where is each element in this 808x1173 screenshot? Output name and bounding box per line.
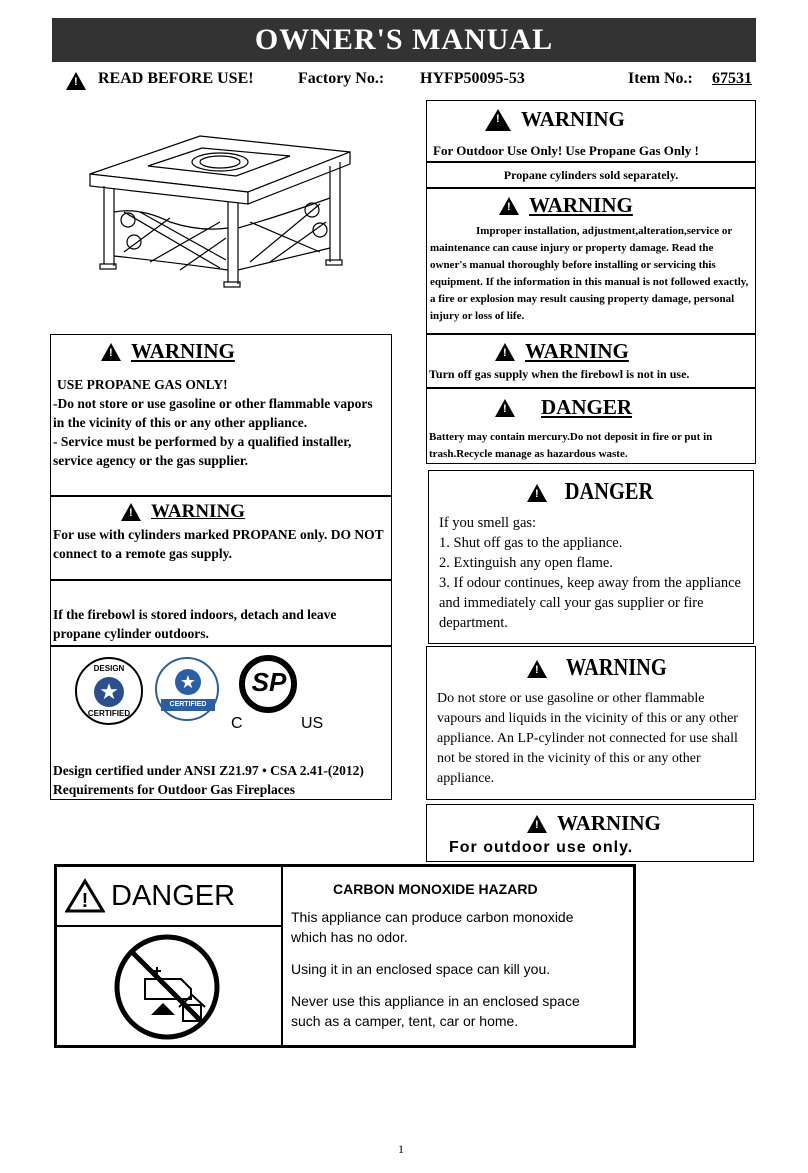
warning-icon <box>527 660 547 678</box>
item-value: 67531 <box>712 70 752 87</box>
header-line <box>62 70 758 94</box>
warning-heading: WARNING <box>525 339 629 363</box>
co-line: Using it in an enclosed space can kill you. <box>291 961 551 977</box>
warning-icon <box>66 72 86 90</box>
warning-heading: WARNING <box>521 107 625 131</box>
warning-line: - Service must be performed by a qualified installer, service agency or the gas supplier. <box>53 434 352 468</box>
title-bar <box>52 18 756 62</box>
warning-icon <box>499 197 519 215</box>
warning-heading: WARNING <box>151 501 245 522</box>
danger-box-battery <box>426 388 756 464</box>
danger-line: If you smell gas: <box>439 515 537 531</box>
danger-line: 2. Extinguish any open flame. <box>439 555 613 571</box>
item-label: Item No.: <box>628 70 693 87</box>
danger-heading: DANGER <box>541 395 633 419</box>
co-danger-header <box>57 867 283 927</box>
storage-note-box <box>50 580 392 646</box>
warning-heading: WARNING <box>565 655 667 681</box>
certified-logo: ★ CERTIFIED <box>155 657 219 721</box>
warning-text: For use with cylinders marked PROPANE only. DO NOT connect to a remote gas supply. <box>53 527 384 561</box>
read-before-text: READ BEFORE USE! <box>98 70 254 87</box>
certification-text: Design certified under ANSI Z21.97 • CSA 2.41-(2012) Requirements for Outdoor Gas Fireplaces <box>53 763 364 797</box>
warning-text: For outdoor use only. <box>449 839 634 856</box>
warning-heading: WARNING <box>557 811 661 835</box>
storage-note: If the firebowl is stored indoors, detach and leave propane cylinder outdoors. <box>53 607 337 641</box>
warning-box-installation <box>426 188 756 334</box>
warning-box-turn-off <box>426 334 756 388</box>
carbon-monoxide-panel <box>54 864 636 1048</box>
warning-line: -Do not store or use gasoline or other flammable vapors in the vicinity of this or any other appliance. <box>53 396 373 430</box>
warning-text: For Outdoor Use Only! Use Propane Gas Only ! <box>433 143 699 158</box>
factory-value: HYFP50095-53 <box>420 70 525 87</box>
warning-icon <box>121 503 141 521</box>
warning-heading: WARNING <box>131 339 235 363</box>
page-number: 1 <box>398 1142 404 1156</box>
danger-line: 3. If odour continues, keep away from the appliance and immediately call your gas supplier or fire department. <box>439 575 741 631</box>
warning-heading: WARNING <box>529 193 633 217</box>
co-line: This appliance can produce carbon monoxide which has no odor. <box>291 909 574 945</box>
star-icon: ★ <box>94 677 124 707</box>
warning-icon <box>495 399 515 417</box>
warning-icon <box>527 815 547 833</box>
svg-text:!: ! <box>81 890 89 912</box>
co-title: CARBON MONOXIDE HAZARD <box>333 881 538 897</box>
warning-icon <box>495 343 515 361</box>
csa-logo: SP C US <box>231 655 341 741</box>
warning-box-cylinders <box>50 496 392 580</box>
warning-icon <box>527 484 547 502</box>
certification-box <box>50 646 392 800</box>
warning-icon <box>65 878 105 914</box>
warning-box-propane-only <box>50 334 392 496</box>
warning-text: Improper installation, adjustment,alteration,service or maintenance can cause injury or property damage. Read the owner's manual thoroughly before installing or servicing this equipment. If the information in this manual is not followed exactly, a fire or explosion may result causing property damage, personal injury or loss of life. <box>430 225 749 322</box>
star-icon: ★ <box>175 669 201 695</box>
warning-box-outdoor <box>426 100 756 162</box>
warning-text: Do not store or use gasoline or other flammable vapours and liquids in the vicinity of this or any other appliance. An LP-cylinder not connected for use shall not be stored in the vicinity of this or any other appliance. <box>437 691 738 786</box>
page-title: OWNER'S MANUAL <box>254 23 554 56</box>
fire-table-illustration <box>80 112 360 292</box>
danger-heading: DANGER <box>111 879 236 912</box>
danger-text: Battery may contain mercury.Do not deposit in fire or put in trash.Recycle manage as hazardous waste. <box>429 431 713 460</box>
warning-text: Turn off gas supply when the firebowl is not in use. <box>429 367 690 381</box>
danger-heading: DANGER <box>564 479 654 505</box>
warning-line: USE PROPANE GAS ONLY! <box>57 377 228 392</box>
warning-box-flammable <box>426 646 756 800</box>
warning-box-outdoor-only <box>426 804 754 862</box>
no-enclosed-space-icon <box>57 927 283 1047</box>
factory-label: Factory No.: <box>298 70 385 87</box>
warning-icon <box>101 343 121 361</box>
danger-box-smell-gas <box>428 470 754 644</box>
warning-icon <box>485 109 511 131</box>
co-line: Never use this appliance in an enclosed space such as a camper, tent, car or home. <box>291 993 580 1029</box>
danger-line: 1. Shut off gas to the appliance. <box>439 535 623 551</box>
design-certified-logo: DESIGN ★ CERTIFIED <box>75 657 143 725</box>
propane-sold-separately: Propane cylinders sold separately. <box>426 162 756 188</box>
